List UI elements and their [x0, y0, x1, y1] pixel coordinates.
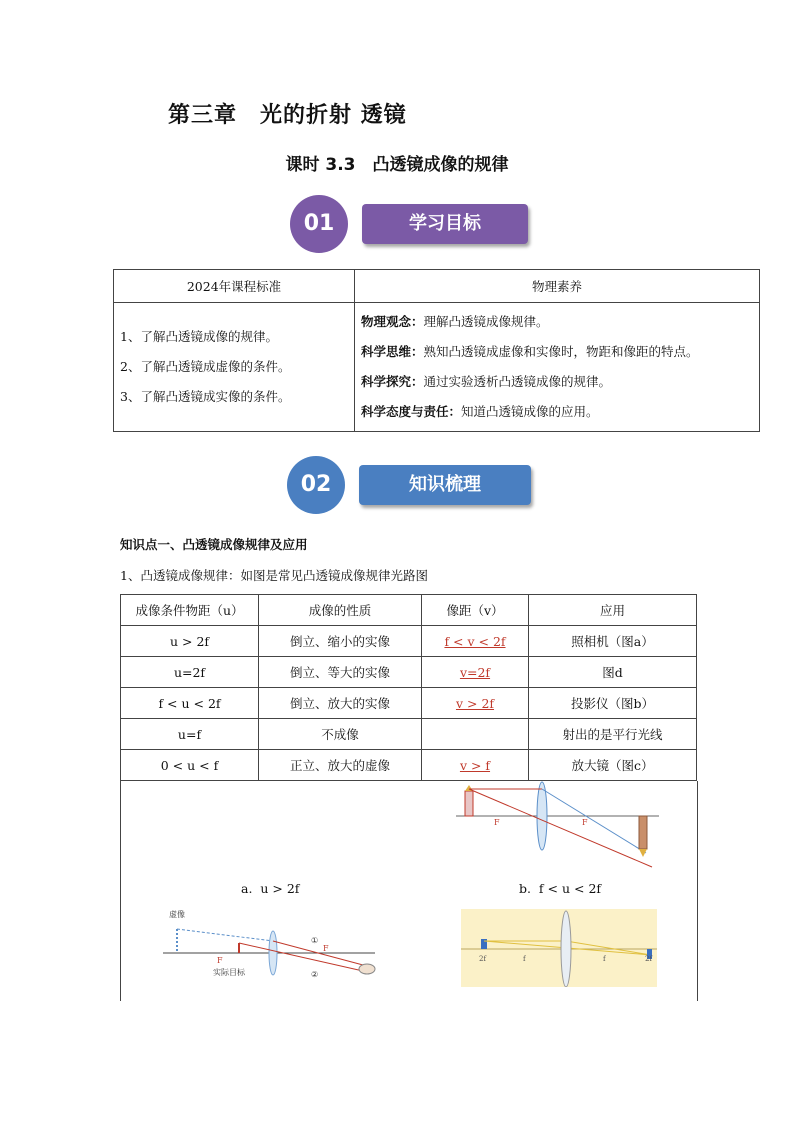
literacy-text: 知道凸透镜成像的应用。 — [461, 404, 599, 419]
literacy-label: 科学思维： — [361, 344, 424, 359]
image-distance-answer: v > 2f — [455, 695, 495, 711]
table-row — [121, 750, 697, 781]
section-banner-knowledge — [287, 455, 533, 515]
standard-item: 2、了解凸透镜成虚像的条件。 — [120, 359, 291, 374]
section-banner-objectives — [290, 194, 530, 254]
standards-cell — [114, 303, 355, 432]
object-distance-cell: u=2f — [121, 657, 259, 688]
application-cell: 放大镜（图c） — [529, 750, 697, 781]
section-label: 学习目标 — [362, 204, 528, 244]
focus-label: F — [217, 956, 223, 965]
literacy-text: 熟知凸透镜成虚像和实像时，物距和像距的特点。 — [423, 344, 699, 359]
object-distance-cell: 0 < u < f — [121, 750, 259, 781]
literacy-cell — [355, 303, 760, 432]
application-cell: 图d — [529, 657, 697, 688]
table-row — [121, 719, 697, 750]
image-distance-cell — [422, 626, 529, 657]
literacy-text: 通过实验透析凸透镜成像的规律。 — [423, 374, 612, 389]
object-distance-cell: f < u < 2f — [121, 688, 259, 719]
application-cell: 射出的是平行光线 — [529, 719, 697, 750]
image-nature-cell: 正立、放大的虚像 — [259, 750, 422, 781]
image-distance-cell — [422, 719, 529, 750]
section-number-badge: 01 — [290, 195, 348, 253]
tick-label: 2f — [645, 955, 653, 963]
image-distance-answer: f < v < 2f — [444, 633, 506, 649]
standard-item: 1、了解凸透镜成像的规律。 — [120, 329, 278, 344]
header-cell: 成像的性质 — [259, 595, 422, 626]
standards-header: 2024年课程标准 — [114, 270, 355, 303]
literacy-text: 理解凸透镜成像规律。 — [423, 314, 549, 329]
object-distance-cell: u > 2f — [121, 626, 259, 657]
lesson-title: 课时 3.3 凸透镜成像的规律 — [285, 155, 509, 175]
knowledge-intro: 1、凸透镜成像规律：如图是常见凸透镜成像规律光路图 — [120, 568, 428, 583]
table-row — [121, 688, 697, 719]
table-row — [121, 657, 697, 688]
caption-b: b. f < u < 2f — [519, 881, 602, 896]
tick-label: 2f — [479, 955, 487, 963]
image-distance-cell — [422, 688, 529, 719]
caption-a: a. u > 2f — [241, 881, 300, 896]
literacy-label: 科学态度与责任： — [361, 404, 462, 419]
focus-label: F — [494, 818, 500, 827]
chapter-title: 第三章 光的折射 透镜 — [168, 103, 407, 128]
header-cell: 成像条件物距（u） — [121, 595, 259, 626]
imaging-rules-table — [120, 594, 697, 781]
focus-label: F — [582, 818, 588, 827]
real-object-label: 实际目标 — [213, 968, 245, 977]
standard-item: 3、了解凸透镜成实像的条件。 — [120, 389, 291, 404]
ray-label: ② — [311, 970, 319, 979]
knowledge-heading: 知识点一、凸透镜成像规律及应用 — [120, 537, 308, 552]
section-number-badge: 02 — [287, 456, 345, 514]
ray-label: ① — [311, 936, 319, 945]
diagram-a — [454, 781, 664, 871]
tick-label: f — [603, 955, 606, 963]
diagram-c — [163, 907, 393, 983]
image-nature-cell: 不成像 — [259, 719, 422, 750]
virtual-image-label: 虚像 — [169, 910, 185, 919]
table-header-row — [121, 595, 697, 626]
header-cell: 像距（v） — [422, 595, 529, 626]
image-nature-cell: 倒立、放大的实像 — [259, 688, 422, 719]
image-distance-answer: v=2f — [459, 664, 491, 680]
header-cell: 应用 — [529, 595, 697, 626]
image-nature-cell: 倒立、等大的实像 — [259, 657, 422, 688]
image-nature-cell: 倒立、缩小的实像 — [259, 626, 422, 657]
focus-label: F — [323, 944, 329, 953]
diagram-b — [461, 909, 657, 987]
literacy-label: 科学探究： — [361, 374, 424, 389]
table-row — [121, 626, 697, 657]
image-distance-cell — [422, 750, 529, 781]
figures-panel — [120, 781, 698, 1001]
tick-label: f — [523, 955, 526, 963]
section-label: 知识梳理 — [359, 465, 531, 505]
application-cell: 投影仪（图b） — [529, 688, 697, 719]
literacy-label: 物理观念： — [361, 314, 424, 329]
objectives-table — [113, 269, 760, 432]
literacy-header: 物理素养 — [355, 270, 760, 303]
object-distance-cell: u=f — [121, 719, 259, 750]
application-cell: 照相机（图a） — [529, 626, 697, 657]
image-distance-answer: v > f — [459, 757, 491, 773]
image-distance-cell — [422, 657, 529, 688]
